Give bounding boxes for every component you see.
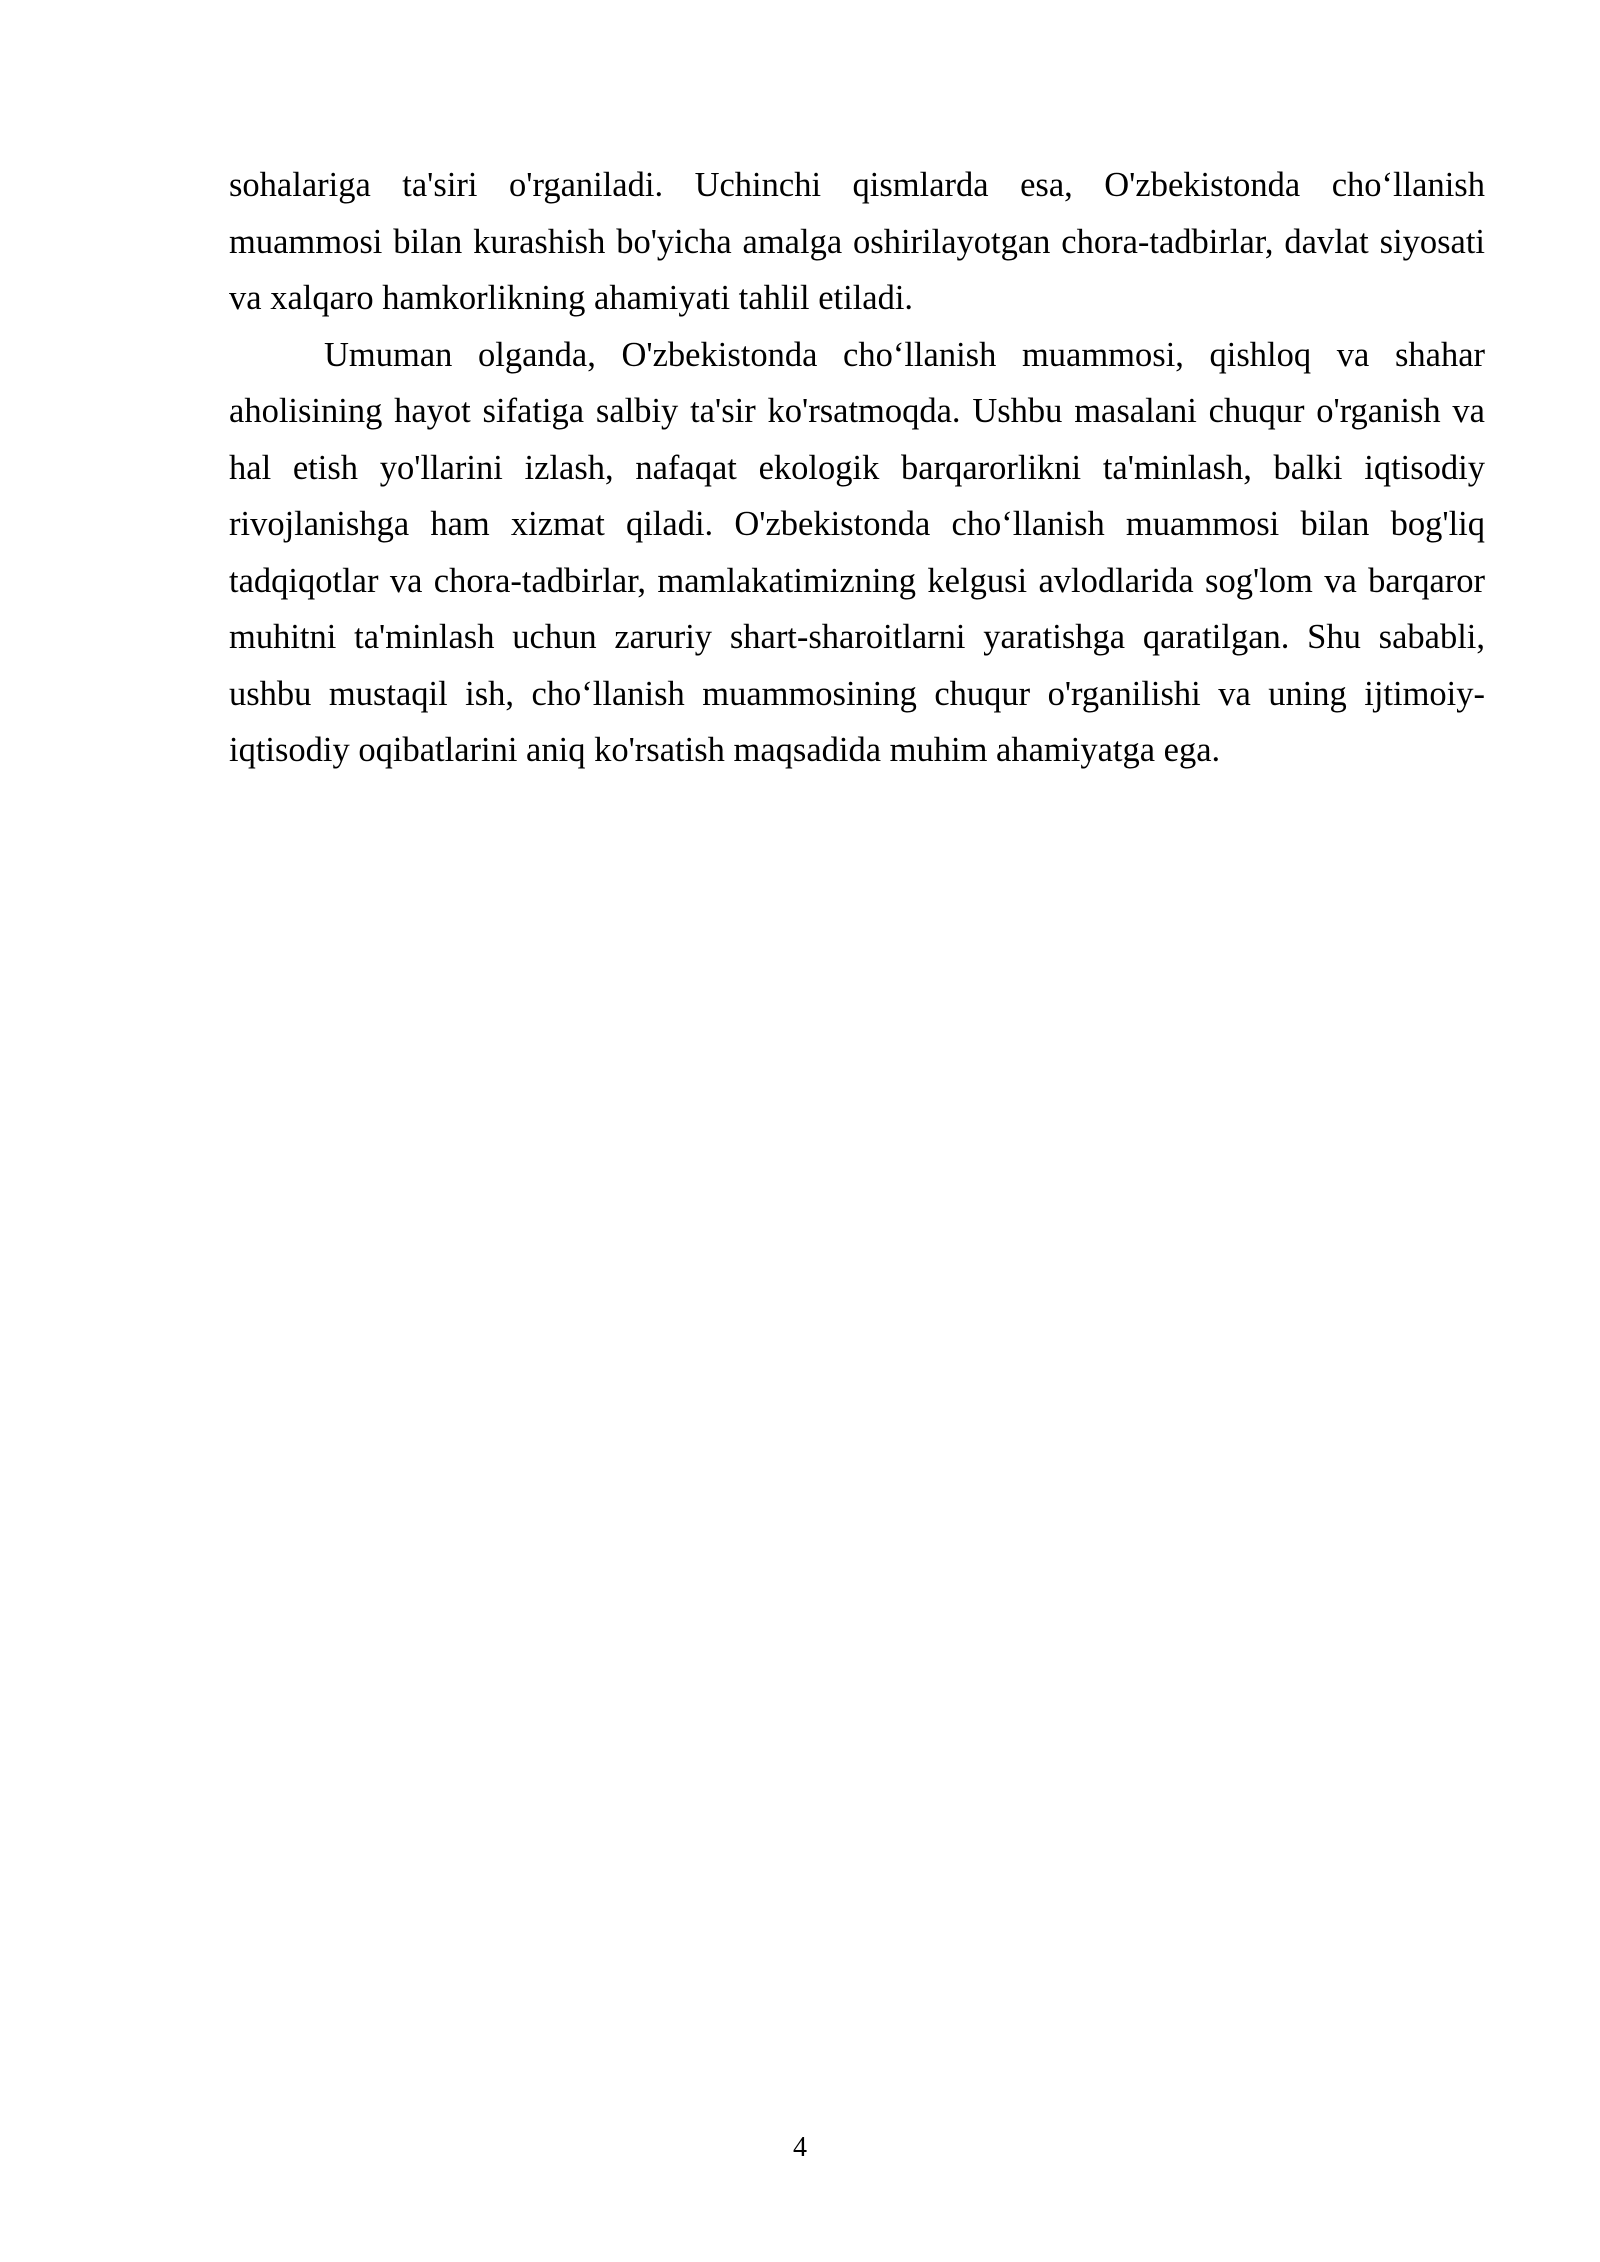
body-text bbox=[229, 157, 1485, 779]
paragraph-continuation: sohalariga ta'siri o'rganiladi. Uchinchi qismlarda esa, O'zbekistonda cho‘llanish muammosi bilan kurashish bo'yicha amalga oshirilayotgan chora-tadbirlar, davlat siyosati va xalqaro hamkorlikning ahamiyati tahlil etiladi. bbox=[229, 166, 1485, 317]
paragraph-summary: Umuman olganda, O'zbekistonda cho‘llanish muammosi, qishloq va shahar aholisining hayot sifatiga salbiy ta'sir ko'rsatmoqda. Ushbu masalani chuqur o'rganish va hal etish yo'llarini izlash, nafaqat ekologik barqarorlikni ta'minlash, balki iqtisodiy rivojlanishga ham xizmat qiladi. O'zbekistonda cho‘llanish muammosi bilan bog'liq tadqiqotlar va chora-tadbirlar, mamlakatimizning kelgusi avlodlarida sog'lom va barqaror muhitni ta'minlash uchun zaruriy shart-sharoitlarni yaratishga qaratilgan. Shu sababli, ushbu mustaqil ish, cho‘llanish muammosining chuqur o'rganilishi va uning ijtimoiy-iqtisodiy oqibatlarini aniq ko'rsatish maqsadida muhim ahamiyatga ega. bbox=[229, 335, 1485, 769]
page-number: 4 bbox=[793, 2132, 807, 2163]
